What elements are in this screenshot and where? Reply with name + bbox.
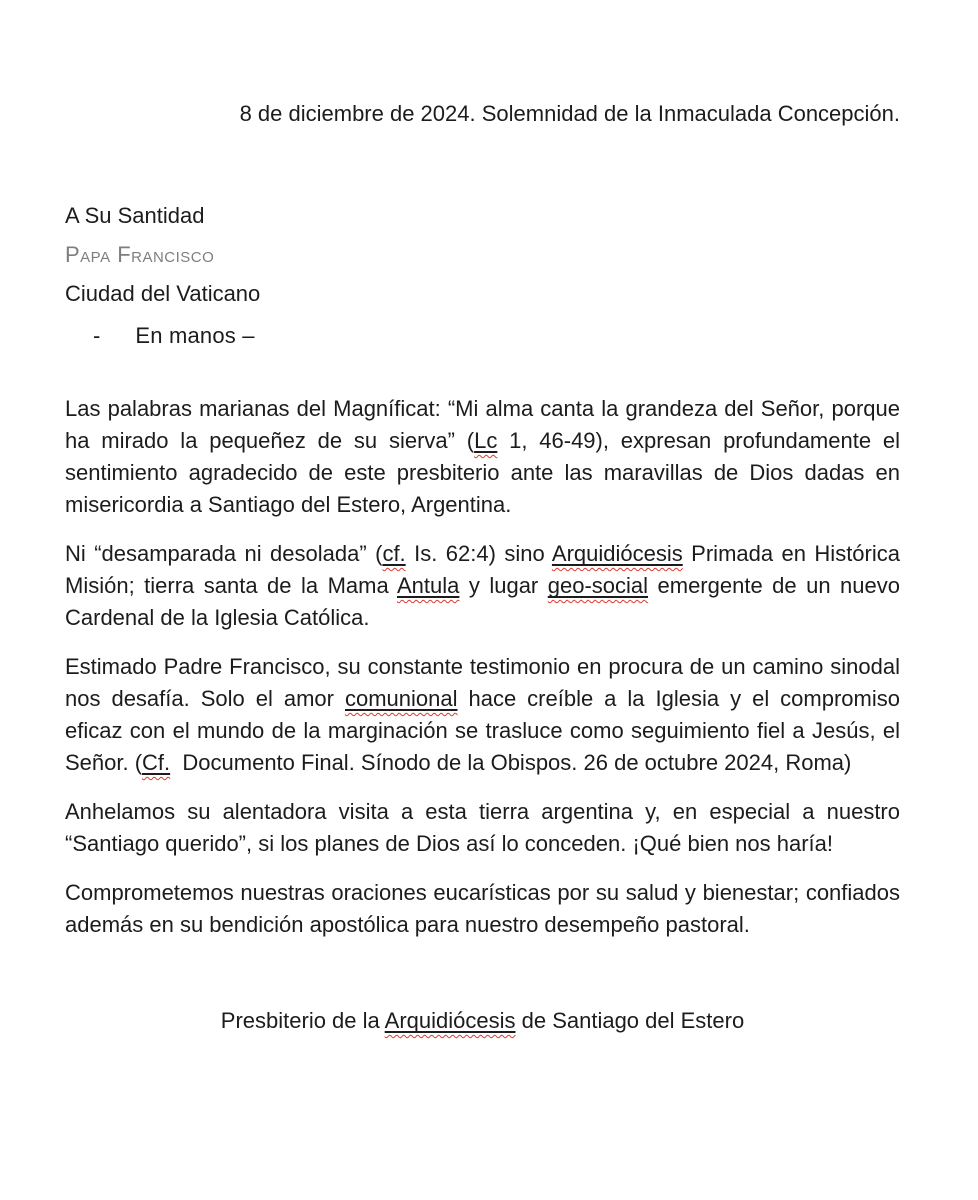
recipient-name: Papa Francisco	[65, 242, 215, 267]
flagged-word: comunional	[344, 686, 458, 711]
hand-note	[65, 316, 900, 355]
paragraph-4-text: Anhelamos su alentadora visita a esta tierra argentina y, en especial a nuestro “Santiago querido”, si los planes de Dios así lo conceden. ¡Qué bien nos haría!	[65, 799, 900, 856]
recipient-city: Ciudad del Vaticano	[65, 281, 261, 306]
signature-text: de Santiago del Estero	[515, 1008, 745, 1033]
hand-note-text: En manos –	[135, 323, 255, 348]
flagged-word: geo-social	[547, 573, 649, 598]
paragraph-2-text: Is. 62:4) sino	[405, 541, 552, 566]
paragraph-2-text: y lugar	[459, 573, 548, 598]
paragraph-2-text: emergente de un nuevo Cardenal de la Iglesia Católica.	[65, 573, 900, 630]
recipient-block	[65, 196, 900, 355]
flagged-word: Lc	[474, 428, 498, 453]
flagged-word: Arquidiócesis	[384, 1008, 516, 1033]
paragraph-3-text: hace creíble a la Iglesia y el compromiso eficaz con el mundo de la marginación se trasluce como seguimiento fiel a Jesús, el Señor. (	[65, 686, 900, 775]
paragraph-4	[65, 796, 900, 860]
flagged-word: cf.	[382, 541, 406, 566]
flagged-word: Cf.	[142, 750, 171, 775]
recipient-honorific: A Su Santidad	[65, 203, 205, 228]
signature-text: Presbiterio de la	[220, 1008, 385, 1033]
dateline: 8 de diciembre de 2024. Solemnidad de la Inmaculada Concepción.	[239, 101, 900, 126]
paragraph-2-text: Primada en Histórica Misión; tierra santa de la Mama	[65, 541, 900, 598]
flagged-word: Antula	[397, 573, 460, 598]
flagged-word: Arquidiócesis	[551, 541, 683, 566]
paragraph-5-text: Comprometemos nuestras oraciones eucarísticas por su salud y bienestar; confiados además en su bendición apostólica para nuestro desempeño pastoral.	[65, 880, 900, 937]
paragraph-2	[65, 538, 900, 634]
paragraph-3-text: Estimado Padre Francisco, su constante testimonio en procura de un camino sinodal nos desafía. Solo el amor	[65, 654, 900, 711]
paragraph-3-text: Documento Final. Sínodo de la Obispos. 26 de octubre 2024, Roma)	[170, 750, 852, 775]
paragraph-5	[65, 877, 900, 941]
signature-line	[65, 1005, 900, 1037]
paragraph-1-text: 1, 46-49), expresan profundamente el sentimiento agradecido de este presbiterio ante las maravillas de Dios dadas en misericordia a Santiago del Estero, Argentina.	[65, 428, 900, 517]
paragraph-1-text: Las palabras marianas del Magníficat: “Mi alma canta la grandeza del Señor, porque ha mirado la pequeñez de su sierva” (	[65, 396, 900, 453]
hand-note-dash: -	[93, 323, 101, 348]
paragraph-1	[65, 393, 900, 521]
paragraph-3	[65, 651, 900, 779]
paragraph-2-text: Ni “desamparada ni desolada” (	[65, 541, 383, 566]
